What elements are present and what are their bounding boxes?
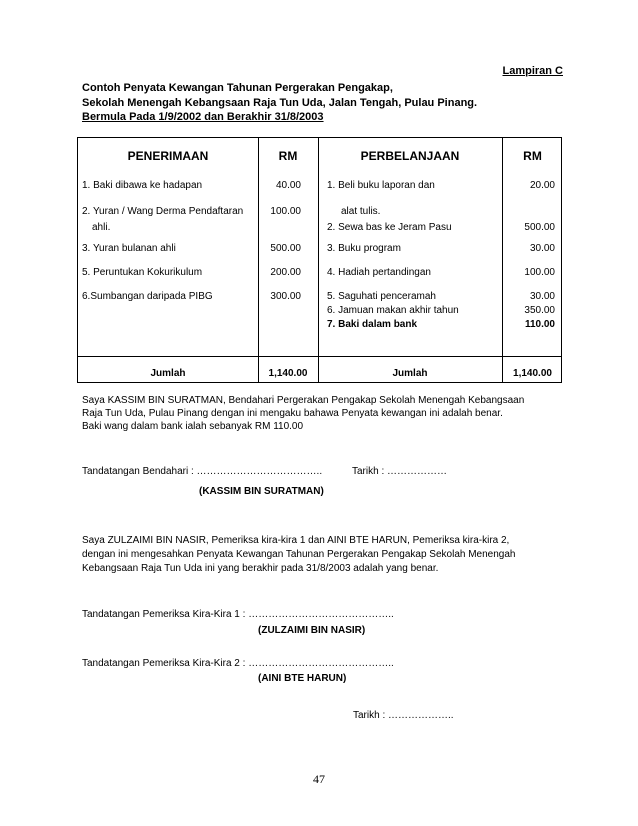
document-period: Bermula Pada 1/9/2002 dan Berakhir 31/8/2003 [82, 111, 324, 123]
table-divider [318, 138, 319, 382]
table-divider [502, 138, 503, 382]
total-receipts: 1,140.00 [268, 368, 308, 379]
header-rm-receipts: RM [278, 149, 298, 163]
financial-statement-table [77, 137, 562, 383]
expense-label: 4. Hadiah pertandingan [327, 267, 431, 278]
auditors-statement-line: Kebangsaan Raja Tun Uda ini yang berakhir pada 31/8/2003 adalah yang benar. [82, 563, 439, 574]
total-label-receipts: Jumlah [150, 368, 186, 379]
page-number: 47 [313, 772, 325, 786]
expense-amount: 30.00 [529, 291, 555, 302]
header-receipts: PENERIMAAN [127, 149, 209, 163]
auditors-statement-line: dengan ini mengesahkan Penyata Kewangan Tahunan Pergerakan Pengakap Sekolah Menengah [82, 549, 516, 560]
table-divider [258, 138, 259, 382]
receipt-amount: 100.00 [270, 206, 301, 217]
expense-amount: 500.00 [524, 222, 555, 233]
header-rm-expenses: RM [523, 149, 542, 163]
treasurer-date-line: Tarikh : ……………… [352, 466, 448, 477]
document-title: Contoh Penyata Kewangan Tahunan Pergerakan Pengakap, [82, 82, 393, 94]
receipt-amount: 500.00 [270, 243, 301, 254]
expense-amount: 20.00 [529, 180, 555, 191]
total-label-expenses: Jumlah [392, 368, 428, 379]
table-divider [78, 356, 561, 357]
expense-amount: 30.00 [529, 243, 555, 254]
expense-label: 1. Beli buku laporan dan [327, 180, 435, 191]
receipt-label-cont: ahli. [92, 222, 111, 233]
expense-label: 6. Jamuan makan akhir tahun [327, 305, 459, 316]
receipt-label: 6.Sumbangan daripada PIBG [82, 291, 213, 302]
document-subtitle: Sekolah Menengah Kebangsaan Raja Tun Uda, Jalan Tengah, Pulau Pinang. [82, 97, 478, 109]
auditor1-name: (ZULZAIMI BIN NASIR) [258, 625, 366, 636]
final-date-line: Tarikh : ……………….. [353, 710, 454, 721]
appendix-label: Lampiran C [502, 65, 563, 77]
auditor2-name: (AINI BTE HARUN) [258, 673, 347, 684]
auditor2-signature-line: Tandatangan Pemeriksa Kira-Kira 2 : …………………………………….. [82, 658, 394, 669]
receipt-amount: 300.00 [270, 291, 301, 302]
declaration-line: Saya KASSIM BIN SURATMAN, Bendahari Pergerakan Pengakap Sekolah Menengah Kebangsaan [82, 395, 525, 406]
treasurer-name: (KASSIM BIN SURATMAN) [199, 486, 324, 497]
auditors-statement-line: Saya ZULZAIMI BIN NASIR, Pemeriksa kira-kira 1 dan AINI BTE HARUN, Pemeriksa kira-kira 2, [82, 535, 510, 546]
declaration-line: Baki wang dalam bank ialah sebanyak RM 110.00 [82, 421, 304, 432]
receipt-label: 1. Baki dibawa ke hadapan [82, 180, 203, 191]
expense-label: 3. Buku program [327, 243, 401, 254]
declaration-line: Raja Tun Uda, Pulau Pinang dengan ini mengaku bahawa Penyata kewangan ini adalah benar. [82, 408, 503, 419]
auditor1-signature-line: Tandatangan Pemeriksa Kira-Kira 1 : …………………………………….. [82, 609, 394, 620]
receipt-amount: 40.00 [275, 180, 301, 191]
expense-amount-bank-balance: 110.00 [524, 319, 555, 330]
expense-amount: 350.00 [524, 305, 555, 316]
expense-label-bank-balance: 7. Baki dalam bank [327, 319, 418, 330]
receipt-label: 5. Peruntukan Kokurikulum [82, 267, 203, 278]
header-expenses: PERBELANJAAN [360, 149, 460, 163]
receipt-amount: 200.00 [270, 267, 301, 278]
expense-label-cont: alat tulis. [341, 206, 381, 217]
expense-label: 2. Sewa bas ke Jeram Pasu [327, 222, 452, 233]
expense-amount: 100.00 [524, 267, 555, 278]
treasurer-signature-line: Tandatangan Bendahari : ……………………………….. [82, 466, 323, 477]
total-expenses: 1,140.00 [513, 368, 552, 379]
expense-label: 5. Saguhati penceramah [327, 291, 436, 302]
receipt-label: 3. Yuran bulanan ahli [82, 243, 176, 254]
receipt-label: 2. Yuran / Wang Derma Pendaftaran [82, 206, 244, 217]
